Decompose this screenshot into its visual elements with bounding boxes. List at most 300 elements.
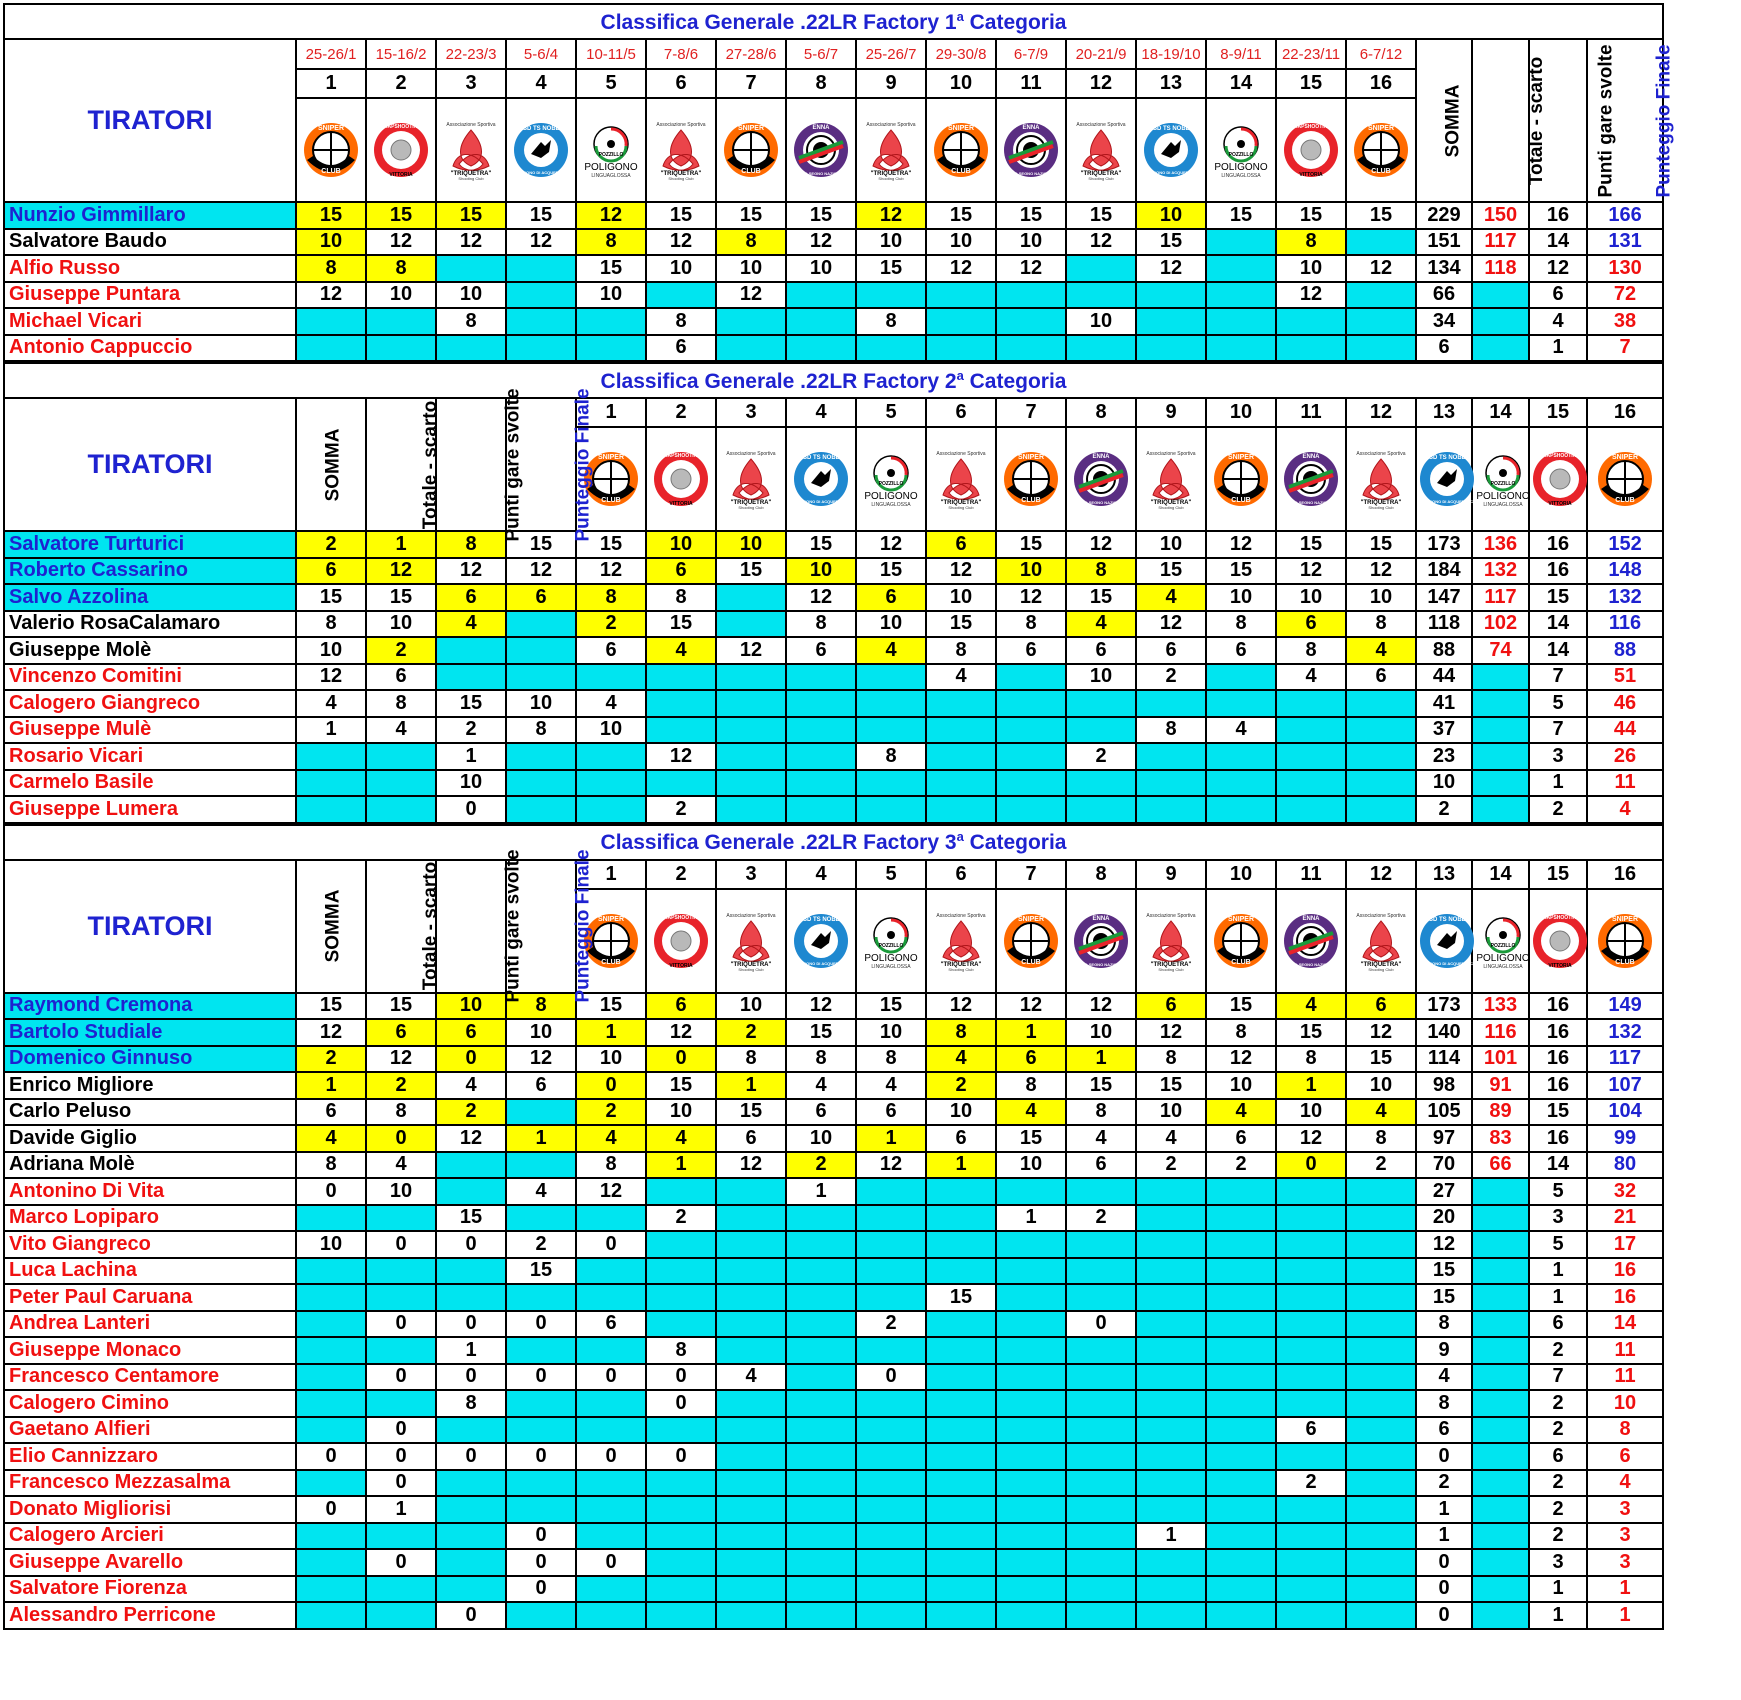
round-score	[646, 664, 716, 691]
round-score: 12	[996, 255, 1066, 282]
round-score	[646, 1523, 716, 1550]
round-score: 10	[1136, 1099, 1206, 1126]
totale-scarto-value	[1472, 770, 1529, 797]
round-score: 6	[1066, 1152, 1136, 1179]
round-score: 1	[436, 1337, 506, 1364]
round-score: 10	[1066, 1019, 1136, 1046]
round-score: 6	[996, 637, 1066, 664]
round-number: 7	[996, 398, 1066, 427]
round-score: 2	[1136, 1152, 1206, 1179]
somma-value: 97	[1416, 1125, 1472, 1152]
round-number: 9	[856, 69, 926, 98]
round-number: 4	[786, 398, 856, 427]
round-score: 6	[436, 1019, 506, 1046]
round-score	[1276, 1231, 1346, 1258]
round-score	[786, 664, 856, 691]
round-number: 7	[716, 69, 786, 98]
round-score: 4	[1276, 664, 1346, 691]
round-score	[996, 1496, 1066, 1523]
logo-text: "TRIQUETRA"	[1080, 171, 1122, 177]
round-score: 4	[1136, 1125, 1206, 1152]
round-score: 15	[646, 202, 716, 229]
round-score: 10	[716, 255, 786, 282]
totale-scarto-header	[366, 398, 442, 531]
round-score: 0	[576, 1231, 646, 1258]
round-score: 2	[926, 1072, 996, 1099]
round-score	[1206, 229, 1276, 256]
totale-scarto-value: 132	[1472, 558, 1529, 585]
sniper-logo	[1001, 449, 1061, 509]
logo-text: CLUB	[1615, 958, 1635, 966]
round-score	[716, 611, 786, 638]
totale-scarto-value	[1472, 1417, 1529, 1444]
shooter-row	[4, 229, 1663, 256]
round-score: 1	[576, 1019, 646, 1046]
round-score: 10	[1276, 584, 1346, 611]
round-score	[1206, 335, 1276, 362]
triquetra-logo	[441, 120, 501, 180]
triquetra-icon	[1363, 459, 1399, 499]
round-score: 12	[1066, 229, 1136, 256]
round-score	[716, 1178, 786, 1205]
round-score	[1136, 796, 1206, 823]
logo-text: LINGUAGLOSSA	[1221, 173, 1261, 179]
round-score: 6	[1206, 1125, 1276, 1152]
category-title-row	[4, 363, 1663, 398]
round-score: 2	[1206, 1152, 1276, 1179]
round-score: 6	[646, 335, 716, 362]
somma-value: 184	[1416, 558, 1472, 585]
punti-gare-value: 14	[1529, 611, 1587, 638]
round-score	[1066, 796, 1136, 823]
punti-gare-value: 16	[1529, 202, 1587, 229]
logo-text: POZZILLO	[598, 152, 624, 158]
round-score	[1136, 770, 1206, 797]
somma-value: 15	[1416, 1258, 1472, 1285]
shooter-row	[4, 255, 1663, 282]
punteggio-finale-value: 10	[1587, 1390, 1663, 1417]
triquetra-logo	[1141, 911, 1201, 971]
punteggio-finale-value: 131	[1587, 229, 1663, 256]
asd-ts-nobel-logo	[1141, 120, 1201, 180]
round-score: 0	[436, 1443, 506, 1470]
tiratori-header: TIRATORI	[4, 398, 296, 531]
category-title-superscript: a	[956, 8, 964, 24]
somma-value: 10	[1416, 770, 1472, 797]
shooter-row	[4, 717, 1663, 744]
triquetra-logo	[721, 911, 781, 971]
round-score: 10	[646, 1099, 716, 1126]
somma-value: 134	[1416, 255, 1472, 282]
round-score: 6	[436, 584, 506, 611]
round-score	[576, 1576, 646, 1603]
round-score	[366, 1258, 436, 1285]
round-score	[296, 1417, 366, 1444]
round-score	[646, 1496, 716, 1523]
round-score: 12	[296, 664, 366, 691]
round-score: 10	[436, 993, 506, 1020]
round-number: 2	[646, 860, 716, 889]
logo-text: "TRIQUETRA"	[1150, 500, 1192, 506]
round-score: 1	[506, 1125, 576, 1152]
punteggio-finale-value: 14	[1587, 1311, 1663, 1338]
round-score	[716, 1205, 786, 1232]
round-score: 2	[506, 1231, 576, 1258]
logo-text: Shooting Club	[738, 966, 764, 972]
category-title-superscript: a	[956, 367, 964, 383]
round-score	[1206, 1470, 1276, 1497]
totale-scarto-value	[1472, 308, 1529, 335]
round-score	[366, 308, 436, 335]
triquetra-icon	[943, 459, 979, 499]
round-score: 4	[1066, 611, 1136, 638]
round-score: 4	[576, 690, 646, 717]
round-score	[646, 1549, 716, 1576]
punti-gare-value: 14	[1529, 1152, 1587, 1179]
round-score	[506, 308, 576, 335]
round-score: 8	[506, 717, 576, 744]
round-score: 15	[506, 202, 576, 229]
round-score: 12	[1136, 611, 1206, 638]
round-score	[1206, 1364, 1276, 1391]
round-score: 1	[646, 1152, 716, 1179]
round-score	[436, 1284, 506, 1311]
logo-text: "TRIQUETRA"	[730, 500, 772, 506]
round-score: 8	[1206, 1019, 1276, 1046]
logo-text: ENNA	[1302, 454, 1320, 460]
round-score	[1276, 1523, 1346, 1550]
round-score	[646, 717, 716, 744]
round-score: 15	[716, 558, 786, 585]
round-score	[716, 1602, 786, 1629]
shooter-row	[4, 1019, 1663, 1046]
trapshooting-logo	[1530, 449, 1590, 509]
logo-text: Associazione Sportiva	[726, 912, 776, 919]
sniper-logo	[301, 120, 361, 180]
punteggio-finale-value: 132	[1587, 1019, 1663, 1046]
round-score: 10	[366, 611, 436, 638]
round-score: 10	[436, 770, 506, 797]
round-number: 15	[1529, 398, 1587, 427]
round-score: 8	[506, 993, 576, 1020]
logo-text: POLIGONO DI ACQUEDOLCI	[1419, 499, 1475, 504]
club-logo-cell	[716, 98, 786, 202]
round-score	[296, 1205, 366, 1232]
round-score	[1276, 1205, 1346, 1232]
round-score: 0	[506, 1311, 576, 1338]
round-score	[506, 770, 576, 797]
round-score	[926, 308, 996, 335]
round-score	[436, 255, 506, 282]
clay-target-icon	[671, 469, 691, 489]
round-score: 12	[856, 1152, 926, 1179]
shooter-row	[4, 1046, 1663, 1073]
category-title-row	[4, 4, 1663, 39]
somma-value: 27	[1416, 1178, 1472, 1205]
round-number: 14	[1206, 69, 1276, 98]
round-number: 3	[716, 860, 786, 889]
round-score	[1346, 1417, 1416, 1444]
round-score	[716, 1470, 786, 1497]
round-score	[1276, 717, 1346, 744]
punti-gare-value: 2	[1529, 1390, 1587, 1417]
round-score	[786, 335, 856, 362]
shooter-row	[4, 1390, 1663, 1417]
trapshooting-logo	[1281, 120, 1341, 180]
punteggio-finale-value: 11	[1587, 770, 1663, 797]
round-score: 12	[856, 202, 926, 229]
round-score: 8	[996, 611, 1066, 638]
round-score: 2	[436, 1099, 506, 1126]
logo-text: VITTORIA	[1548, 501, 1572, 507]
punteggio-finale-value: 107	[1587, 1072, 1663, 1099]
tsn-logo	[1071, 911, 1131, 971]
logo-text: CLUB	[1615, 497, 1635, 504]
shooter-row	[4, 1125, 1663, 1152]
totale-scarto-value	[1472, 1311, 1529, 1338]
round-score	[1346, 1311, 1416, 1338]
round-score: 15	[436, 1205, 506, 1232]
poligono-logo	[861, 449, 921, 509]
round-score	[786, 308, 856, 335]
round-score: 15	[1066, 584, 1136, 611]
round-score	[1276, 1443, 1346, 1470]
round-score: 6	[786, 1099, 856, 1126]
round-score	[1136, 1602, 1206, 1629]
round-score: 1	[996, 1019, 1066, 1046]
round-score: 15	[296, 202, 366, 229]
round-score: 6	[296, 558, 366, 585]
round-score: 15	[1346, 202, 1416, 229]
round-score: 15	[786, 1019, 856, 1046]
round-score	[926, 282, 996, 309]
club-logo-cell	[296, 98, 366, 202]
totale-scarto-value: 89	[1472, 1099, 1529, 1126]
punti-gare-value: 7	[1529, 1364, 1587, 1391]
totale-scarto-value	[1472, 1523, 1529, 1550]
round-score: 15	[436, 202, 506, 229]
round-date: 22-23/3	[436, 39, 506, 69]
round-score: 8	[1066, 1099, 1136, 1126]
round-score	[926, 796, 996, 823]
somma-value: 0	[1416, 1576, 1472, 1603]
round-score: 15	[1206, 558, 1276, 585]
punti-gare-value: 16	[1529, 531, 1587, 558]
round-score: 6	[1276, 1417, 1346, 1444]
sniper-logo	[1211, 911, 1271, 971]
totale-scarto-value: 66	[1472, 1152, 1529, 1179]
round-score: 8	[1276, 637, 1346, 664]
round-score: 4	[296, 690, 366, 717]
shooter-row	[4, 637, 1663, 664]
round-score	[786, 1258, 856, 1285]
round-score: 15	[926, 1284, 996, 1311]
round-score	[506, 282, 576, 309]
round-score	[1276, 1549, 1346, 1576]
round-score	[1206, 1496, 1276, 1523]
round-score	[1206, 1231, 1276, 1258]
shooter-name: Marco Lopiparo	[4, 1205, 296, 1232]
round-score	[506, 1284, 576, 1311]
punti-gare-value: 14	[1529, 229, 1587, 256]
round-score: 12	[1346, 1019, 1416, 1046]
round-number: 7	[996, 860, 1066, 889]
tsn-logo	[1071, 449, 1131, 509]
tsn-logo	[1281, 911, 1341, 971]
round-score	[576, 308, 646, 335]
round-score	[366, 1576, 436, 1603]
round-score: 4	[1276, 993, 1346, 1020]
shooter-name: Salvatore Fiorenza	[4, 1576, 296, 1603]
totale-scarto-value: 102	[1472, 611, 1529, 638]
shooter-name: Calogero Cimino	[4, 1390, 296, 1417]
somma-value: 8	[1416, 1311, 1472, 1338]
logo-text: TIRO A SEGNO NAZIONALE	[1074, 961, 1128, 967]
shooter-row	[4, 690, 1663, 717]
round-score: 12	[436, 558, 506, 585]
round-score	[506, 1390, 576, 1417]
asd-ts-nobel-logo	[791, 911, 851, 971]
punteggio-finale-value: 3	[1587, 1496, 1663, 1523]
shooter-row	[4, 1178, 1663, 1205]
round-score: 0	[436, 1046, 506, 1073]
round-score	[996, 282, 1066, 309]
logo-text: ENNA	[1092, 915, 1110, 922]
round-score	[856, 796, 926, 823]
club-logo-cell	[1416, 427, 1475, 531]
round-score: 12	[786, 584, 856, 611]
logo-text: TIRO A SEGNO NAZIONALE	[1284, 961, 1338, 967]
logo-text: Associazione Sportiva	[866, 122, 916, 128]
round-number: 6	[926, 398, 996, 427]
shooter-row	[4, 1417, 1663, 1444]
round-score	[1066, 1284, 1136, 1311]
punteggio-finale-value: 116	[1587, 611, 1663, 638]
round-score	[716, 1417, 786, 1444]
triquetra-logo	[861, 120, 921, 180]
round-score	[1206, 743, 1276, 770]
round-score	[1066, 335, 1136, 362]
clay-target-icon	[671, 931, 691, 951]
round-score: 12	[506, 1046, 576, 1073]
round-score: 15	[1206, 993, 1276, 1020]
round-score	[646, 1311, 716, 1338]
asd-ts-nobel-logo	[1417, 911, 1477, 971]
round-score: 6	[1136, 993, 1206, 1020]
round-score: 10	[1136, 531, 1206, 558]
somma-value: 15	[1416, 1284, 1472, 1311]
logo-text: LINGUAGLOSSA	[871, 502, 911, 508]
round-score	[786, 796, 856, 823]
round-score	[1066, 1523, 1136, 1550]
round-score	[926, 1576, 996, 1603]
logo-text: CLUB	[601, 497, 621, 504]
round-score	[1136, 1443, 1206, 1470]
round-score	[996, 664, 1066, 691]
logo-text: Shooting Club	[1368, 966, 1394, 972]
totale-scarto-value: 117	[1472, 584, 1529, 611]
round-score: 6	[366, 1019, 436, 1046]
club-logo-cell	[926, 427, 996, 531]
round-score	[786, 1337, 856, 1364]
round-score: 12	[926, 255, 996, 282]
round-score	[646, 1417, 716, 1444]
round-score	[1206, 796, 1276, 823]
somma-value: 140	[1416, 1019, 1472, 1046]
round-score: 12	[296, 282, 366, 309]
punteggio-finale-value: 11	[1587, 1337, 1663, 1364]
triquetra-icon	[733, 921, 769, 961]
logo-text: Shooting Club	[1368, 505, 1394, 510]
punti-gare-header-text: Punti gare svolte	[1595, 43, 1617, 198]
round-score: 15	[436, 690, 506, 717]
round-score	[996, 717, 1066, 744]
bullseye-icon	[887, 931, 895, 939]
round-score	[1206, 1390, 1276, 1417]
bullseye-icon	[1499, 931, 1507, 939]
round-score	[996, 1258, 1066, 1285]
round-score: 0	[436, 796, 506, 823]
club-logo-cell	[1206, 98, 1276, 202]
logo-text: ENNA	[812, 125, 830, 131]
round-number: 15	[1276, 69, 1346, 98]
shooter-name: Luca Lachina	[4, 1258, 296, 1285]
shooter-name: Calogero Giangreco	[4, 690, 296, 717]
logo-text: ENNA	[1022, 125, 1040, 131]
logo-text: ENNA	[1092, 454, 1110, 460]
logo-text: CLUB	[1231, 497, 1251, 504]
round-score	[996, 1523, 1066, 1550]
bullseye-icon	[1499, 469, 1507, 477]
somma-value: 4	[1416, 1364, 1472, 1391]
round-score	[576, 335, 646, 362]
round-number: 5	[856, 398, 926, 427]
round-score	[786, 1417, 856, 1444]
round-score	[436, 1496, 506, 1523]
round-score	[856, 1258, 926, 1285]
round-score: 4	[646, 1125, 716, 1152]
round-score	[1276, 1284, 1346, 1311]
club-logo-cell	[1066, 98, 1136, 202]
round-score: 12	[926, 993, 996, 1020]
round-number: 12	[1346, 398, 1416, 427]
round-score: 0	[646, 1443, 716, 1470]
round-score	[1066, 1602, 1136, 1629]
round-score	[1206, 664, 1276, 691]
round-score: 10	[856, 1019, 926, 1046]
logo-text: "TRIQUETRA"	[940, 500, 982, 506]
round-date: 29-30/8	[926, 39, 996, 69]
round-number: 11	[996, 69, 1066, 98]
punteggio-finale-value: 166	[1587, 202, 1663, 229]
club-logo-cell	[646, 98, 716, 202]
round-score: 1	[296, 717, 366, 744]
totale-scarto-value	[1472, 1231, 1529, 1258]
category-title	[4, 363, 1663, 398]
round-score: 12	[1276, 1125, 1346, 1152]
round-score: 6	[1136, 637, 1206, 664]
triquetra-icon	[663, 130, 699, 170]
round-score	[716, 1443, 786, 1470]
round-score	[1066, 1390, 1136, 1417]
round-score: 10	[296, 229, 366, 256]
round-score: 6	[1276, 611, 1346, 638]
shooter-name: Vincenzo Comitini	[4, 664, 296, 691]
round-score	[716, 690, 786, 717]
round-score: 12	[1136, 1019, 1206, 1046]
punti-gare-header-text: Punti gare svolte	[502, 849, 524, 1003]
totale-scarto-header	[366, 860, 442, 993]
